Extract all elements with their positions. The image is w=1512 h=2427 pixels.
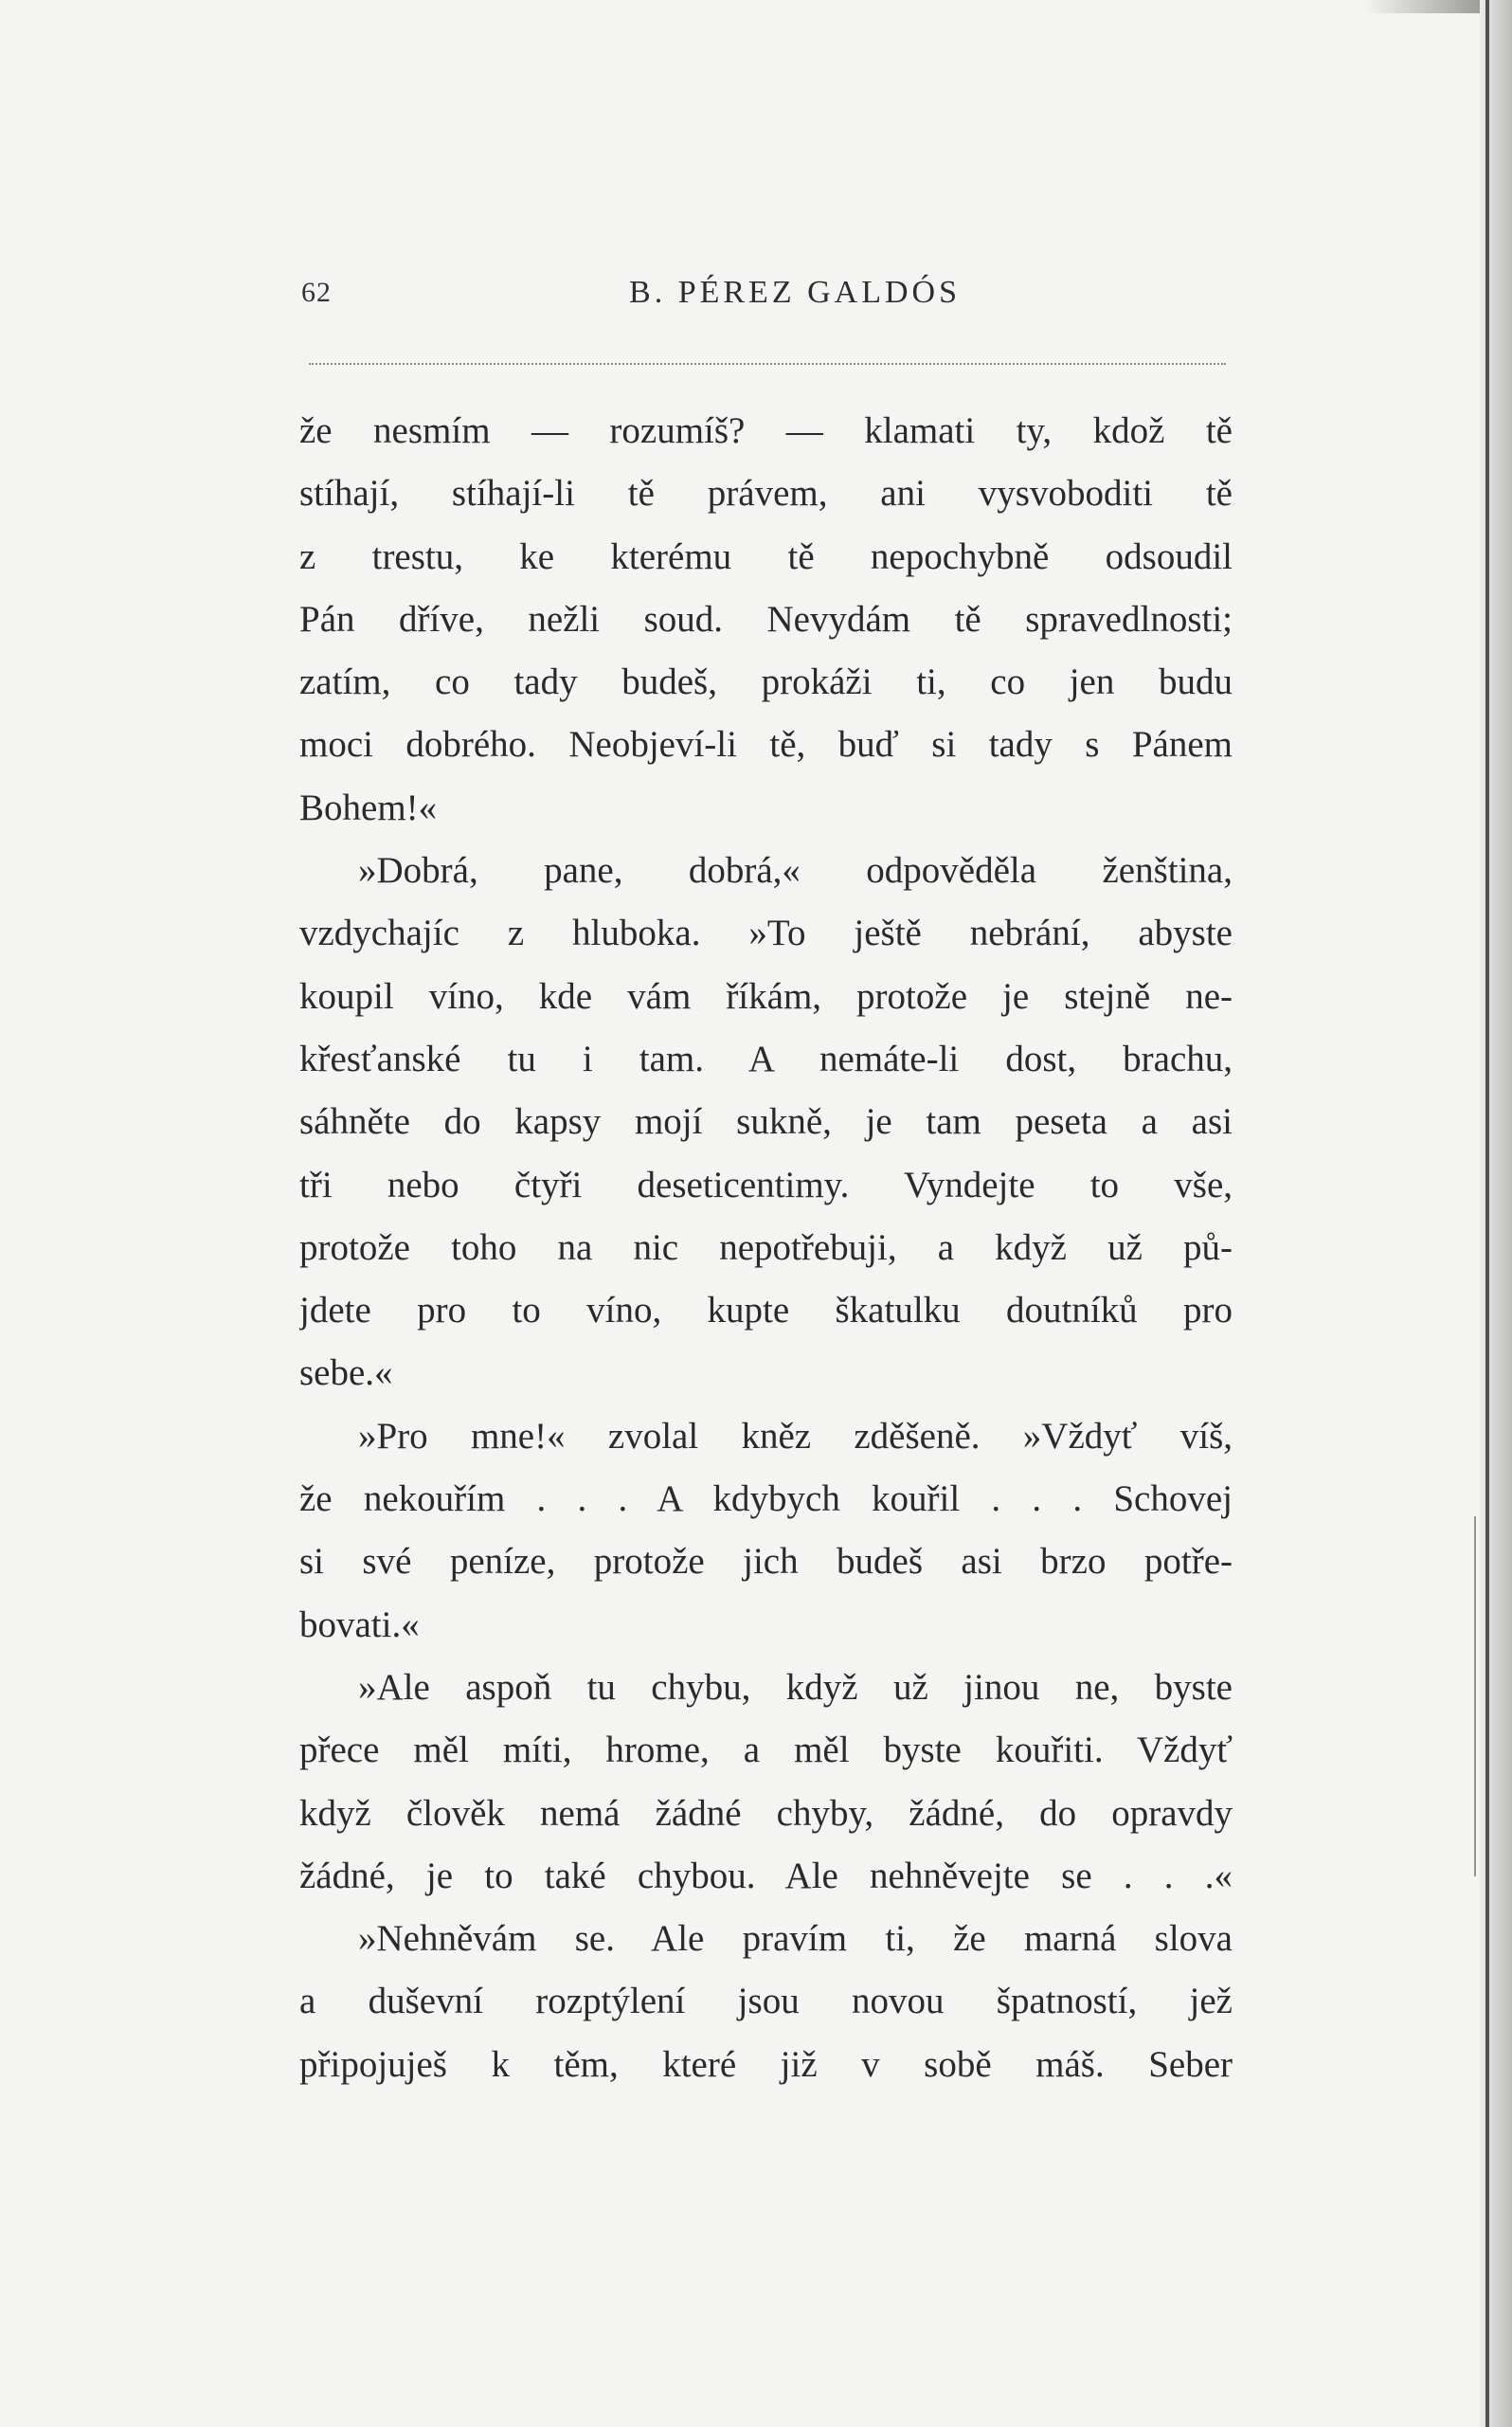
text-line: »Ale aspoň tu chybu, když už jinou ne, byste (358, 1666, 1233, 1708)
text-line: že nesmím — rozumíš? — klamati ty, kdož tě (299, 410, 1233, 451)
text-line: koupil víno, kde vám říkám, protože je stejně ne- (299, 975, 1233, 1017)
page-number: 62 (301, 277, 332, 308)
text-line: stíhají, stíhají-li tě právem, ani vysvoboditi tě (299, 473, 1233, 515)
text-line: protože toho na nic nepotřebuji, a když už pů- (299, 1226, 1233, 1268)
text-line: sáhněte do kapsy mojí sukně, je tam peseta a asi (299, 1101, 1233, 1143)
text-line: tři nebo čtyři deseticentimy. Vyndejte to vše, (299, 1164, 1233, 1205)
header-rule (309, 363, 1226, 365)
text-line: »Nehněvám se. Ale pravím ti, že marná slova (358, 1918, 1233, 1960)
text-line: »Pro mne!« zvolal kněz zděšeně. »Vždyť víš, (358, 1415, 1233, 1457)
body-text (299, 400, 1233, 2096)
text-line: moci dobrého. Neobjeví-li tě, buď si tady s Pánem (299, 724, 1233, 766)
text-line: sebe.« (299, 1352, 393, 1394)
running-head: B. PÉREZ GALDÓS (629, 275, 961, 310)
text-line: zatím, co tady budeš, prokáži ti, co jen budu (299, 661, 1233, 703)
text-line: »Dobrá, pane, dobrá,« odpověděla ženština, (358, 850, 1233, 892)
text-line: žádné, je to také chybou. Ale nehněvejte se . . .« (299, 1855, 1233, 1896)
text-line: přece měl míti, hrome, a měl byste kouřiti. Vždyť (299, 1730, 1233, 1771)
page-edge-line-inner (1474, 1516, 1476, 1876)
text-line: když člověk nemá žádné chyby, žádné, do opravdy (299, 1792, 1233, 1834)
text-line: vzdychajíc z hluboka. »To ještě nebrání, abyste (299, 913, 1233, 954)
text-line: jdete pro to víno, kupte škatulku doutníků pro (299, 1290, 1233, 1331)
page-edge-line (1485, 0, 1489, 2427)
text-line: si své peníze, protože jich budeš asi brzo potře- (299, 1541, 1233, 1583)
text-line: připojuješ k těm, které již v sobě máš. Seber (299, 2043, 1233, 2085)
text-line: Bohem!« (299, 787, 438, 828)
text-line: že nekouřím . . . A kdybych kouřil . . . Schovej (299, 1478, 1233, 1520)
text-line: bovati.« (299, 1603, 420, 1645)
text-line: Pán dříve, nežli soud. Nevydám tě spravedlnosti; (299, 598, 1233, 640)
text-line: a duševní rozptýlení jsou novou špatností, jež (299, 1981, 1233, 2022)
text-line: z trestu, ke kterému tě nepochybně odsoudil (299, 535, 1233, 577)
text-line: křesťanské tu i tam. A nemáte-li dost, brachu, (299, 1038, 1233, 1079)
page-header (301, 271, 1251, 328)
